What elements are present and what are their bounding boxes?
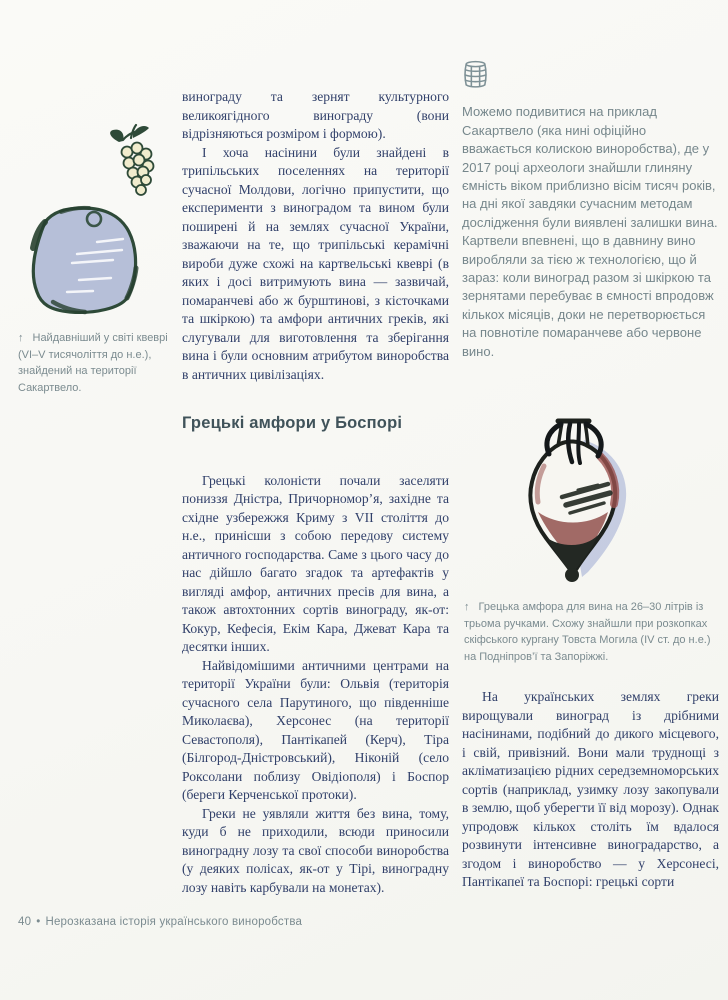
page-number: 40 (18, 916, 32, 928)
amphora-drawing (498, 404, 656, 594)
kvevri-caption (18, 330, 173, 396)
amphora-caption-text: Грецька амфора для вина на 26–30 літрів із трьома ручками. Схожу знайшли при розкопках скіфського кургану Товста Могила (IV ст. до н.е.) на Подніпров’ї та Запоріжжі. (464, 601, 711, 663)
up-arrow-icon: ↑ (18, 332, 24, 344)
kvevri-pot (33, 208, 136, 313)
amphora-knob (565, 568, 579, 582)
paragraph: Грецькі колоністи почали заселяти пониззя Дністра, Причорномор’я, західне та східне узбережжя Криму з VII століття до н.е., принісши з собою передову систему античного господарства. Саме з цього часу до нас дійшло багато згадок та артефактів у вигляді амфор, античних пресів для вина, а також автохтонних сортів винограду, як-от: Кокур, Кефесія, Екім Кара, Джеват Кара та десятки інших. (182, 472, 449, 654)
kvevri-caption-text: Найдавніший у світі квеврі (VI–V тисячоліття до н.е.), знайдений на території Сакартвело. (18, 332, 168, 394)
paragraph: На українських землях греки вирощували виноград із дрібними насінинами, подібний до дикого місцевого, і свій, привізний. Вони мали труднощі з акліматизацією рідних середземноморських сортів (наприклад, узимку лозу закопували в землю, щоб уберегти її від морозу). Однак упродовж кількох століть їм вдалося розвинути інтенсивне виноградарство, а згодом і виноробство — у Херсонесі, Пантікапеї та Боспорі: грецькі сорти (462, 689, 719, 889)
amphora-caption (464, 599, 717, 665)
kvevri-drawing (15, 122, 165, 317)
wine-barrel-icon (462, 60, 718, 94)
paragraph: І хоча насінини були знайдені в трипільських поселеннях на території сучасної Молдови, логічно припустити, що експерименти з виноградом та вином були поширені й на землях сучасної України, зважаючи на те, що трипільські керамічні вироби дуже схожі на картвельські квеврі (в яких і досі витримують вина — зазвичай, помаранчеві або ж бурштинові, з кісточками та шкіркою) та амфори античних греків, які слугували для виготовлення та зберігання вина і були основним атрибутом виноробства в античних цивілізаціях. (182, 144, 449, 382)
kvevri-illustration (15, 122, 165, 317)
grape-sprig-icon (110, 125, 153, 195)
main-text-column (182, 88, 449, 897)
paragraph: Найвідомішими античними центрами на території України були: Ольвія (територія сучасного села Парутиного, що південніше Миколаєва), Херсонес (на території Севастополя), Пантікапей (Керч), Тіра (Білгород-Дністровський), Ніконій (село Роксолани поблизу Овідіополя) і Боспор (береги Керченської протоки). (182, 657, 449, 802)
sidebar-note (462, 60, 718, 361)
amphora-illustration (498, 404, 656, 594)
page-footer (18, 916, 302, 928)
paragraph: винограду та зернят культурного великоягідного винограду (вони відрізняються розміром і формою). (182, 89, 449, 141)
sidebar-note-text: Можемо подивитися на приклад Сакартвело (яка нині офіційно вважається колискою виноробства), де у 2017 році археологи знайшли глиняну ємність віком приблизно вісім тисяч років, на дні якої завдяки сучасним методам дослідження були виявлені залишки вина. Картвели впевнені, що в давнину вино виробляли за тією ж технологією, що й зараз: коли виноград разом зі шкіркою та зернятами перебуває в ємності впродовж кількох місяців, доки не перетворюється на повнотіле помаранчеве або червоне вино. (462, 104, 718, 359)
section-heading: Грецькі амфори у Боспорі (182, 414, 403, 432)
book-title: Нерозказана історія українського виноробства (45, 916, 303, 928)
up-arrow-icon: ↑ (464, 601, 470, 613)
paragraph: Греки не уявляли життя без вина, тому, куди б не приходили, всюди приносили виноградну лозу та свої способи виноробства (у деяких полісах, як-от у Тірі, виноградну лозу навіть карбували на монетах). (182, 805, 449, 895)
footer-separator: • (36, 916, 41, 928)
